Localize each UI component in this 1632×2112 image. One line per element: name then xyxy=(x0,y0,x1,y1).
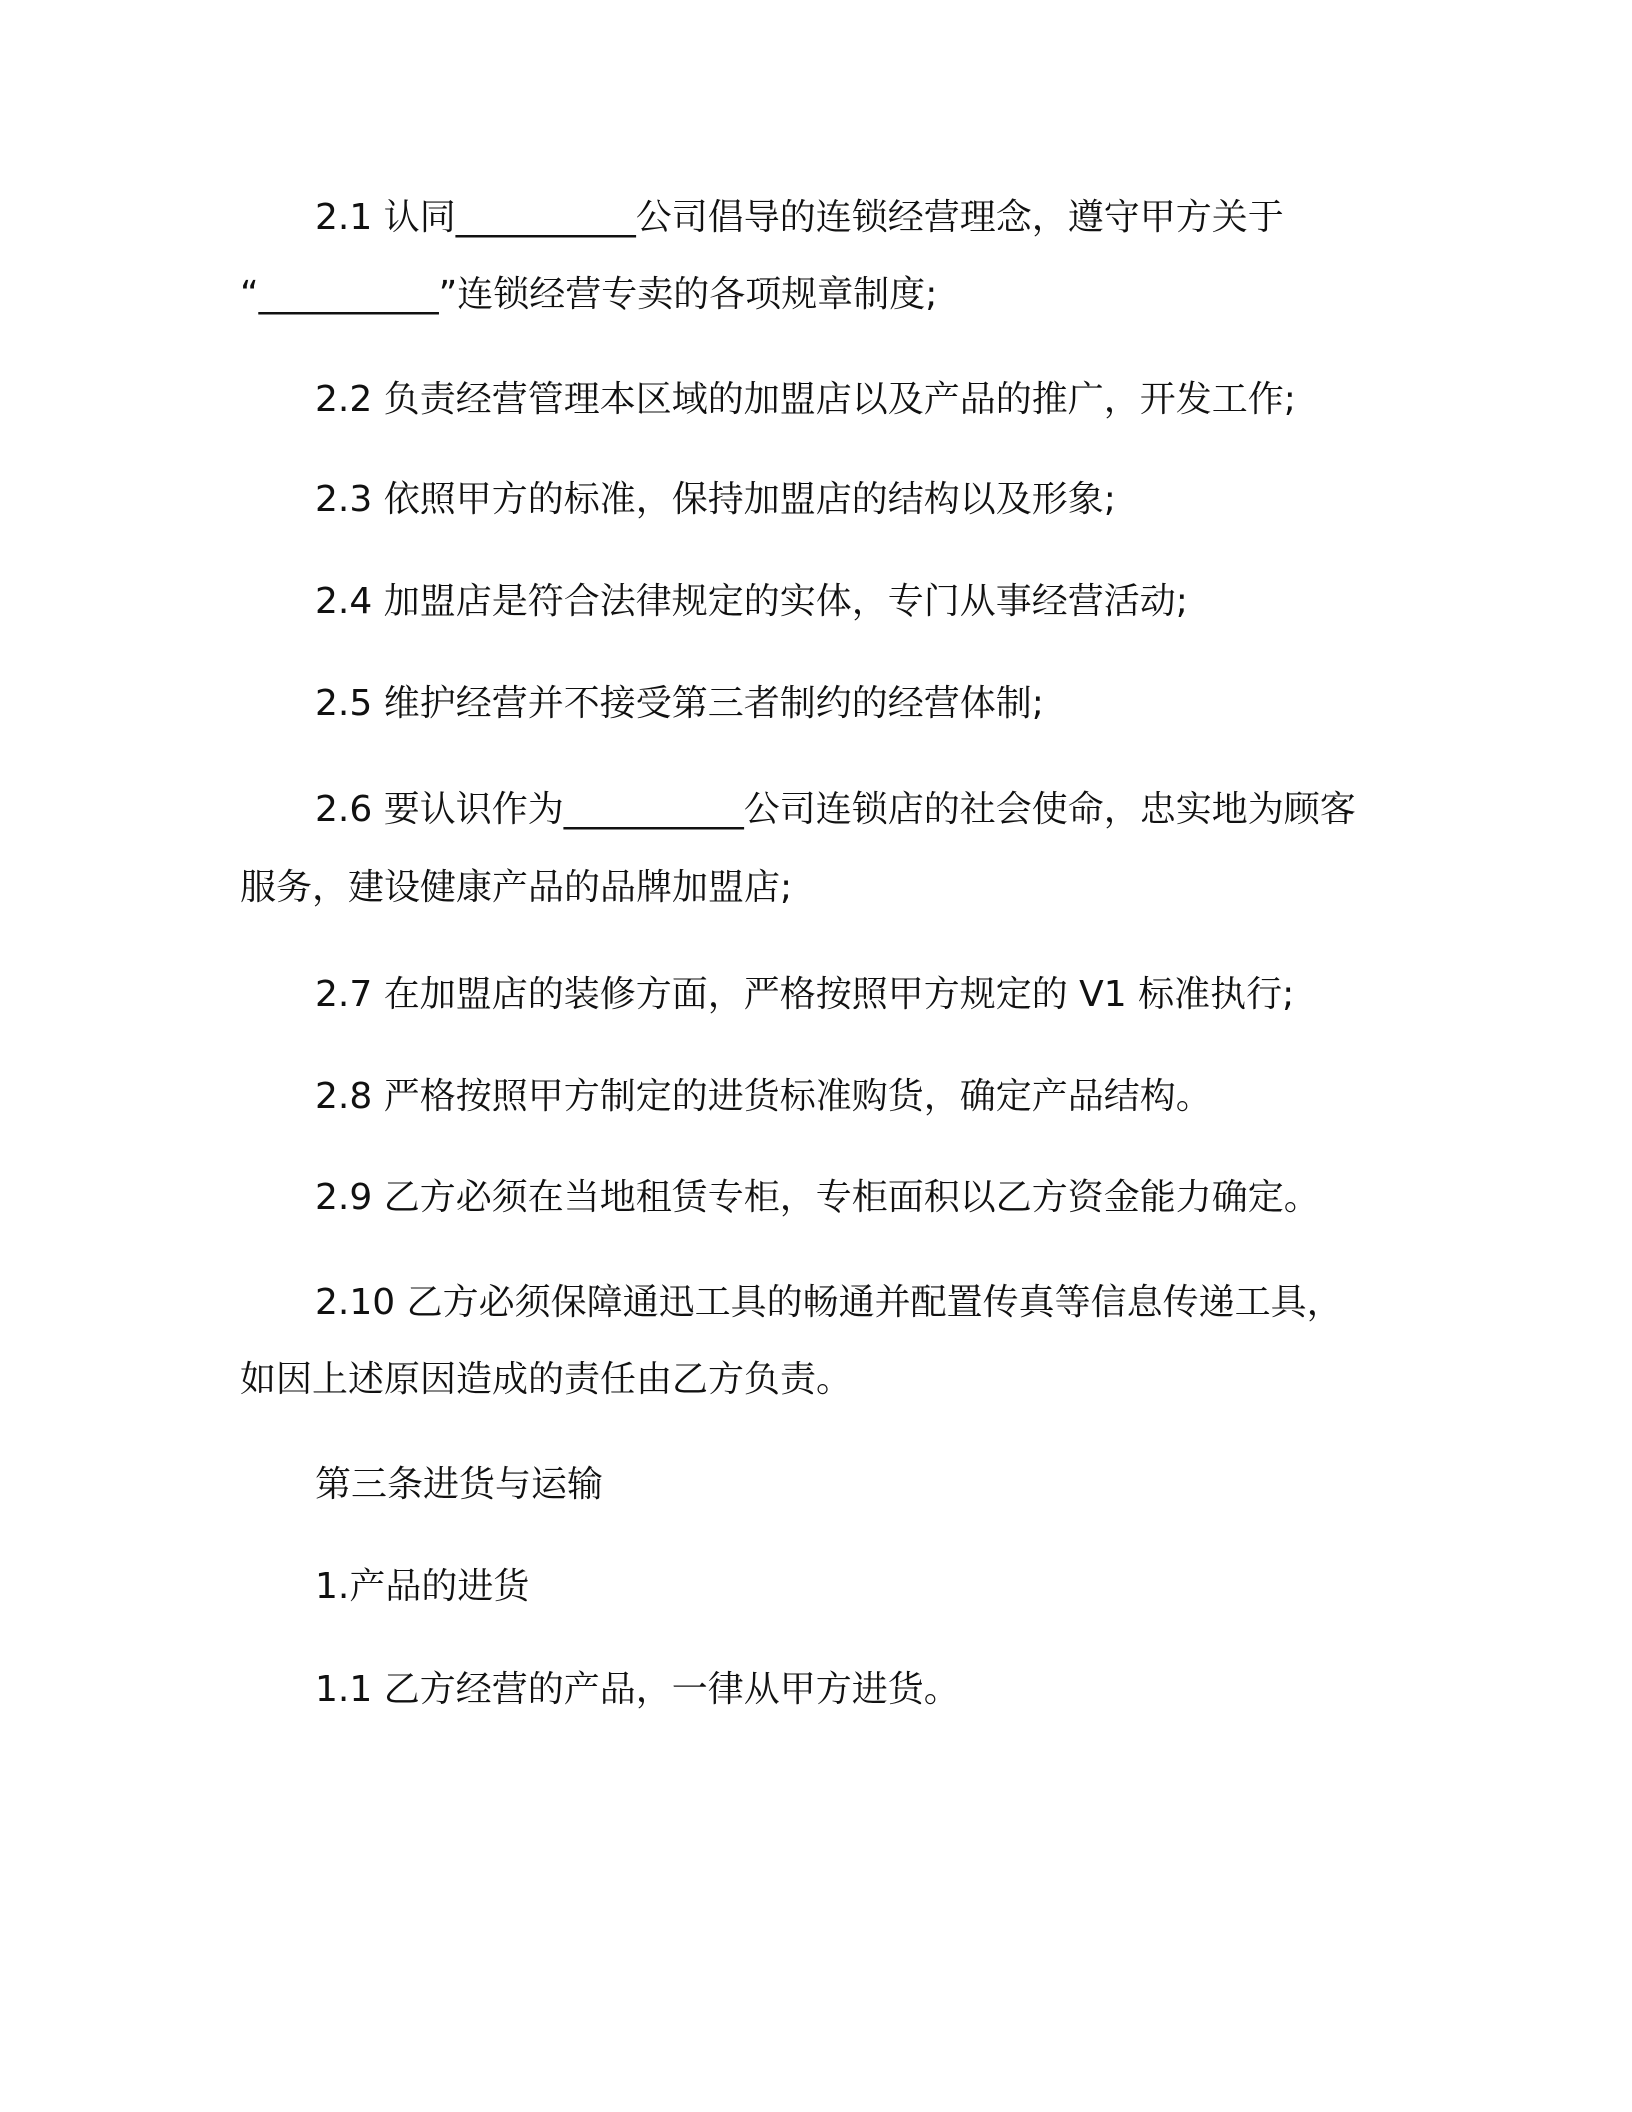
clause-2-7: 2.7 在加盟店的装修方面，严格按照甲方规定的 V1 标准执行; xyxy=(315,974,1295,1015)
clause-2-10-line-1: 2.10 乙方必须保障通迅工具的畅通并配置传真等信息传递工具， xyxy=(315,1282,1343,1323)
clause-2-5: 2.5 维护经营并不接受第三者制约的经营体制; xyxy=(315,683,1044,724)
clause-2-10-line-2: 如因上述原因造成的责任由乙方负责。 xyxy=(240,1359,853,1400)
clause-2-6-line-1: 2.6 要认识作为__________公司连锁店的社会使命，忠实地为顾客 xyxy=(315,789,1356,830)
clause-2-9: 2.9 乙方必须在当地租赁专柜，专柜面积以乙方资金能力确定。 xyxy=(315,1177,1320,1218)
clause-2-1-line-2: “__________”连锁经营专卖的各项规章制度; xyxy=(240,274,938,315)
clause-2-4: 2.4 加盟店是符合法律规定的实体，专门从事经营活动; xyxy=(315,581,1188,622)
clause-2-2: 2.2 负责经营管理本区域的加盟店以及产品的推广，开发工作; xyxy=(315,379,1296,420)
clause-2-6-line-2: 服务，建设健康产品的品牌加盟店; xyxy=(240,867,793,908)
clause-2-3: 2.3 依照甲方的标准，保持加盟店的结构以及形象; xyxy=(315,479,1116,520)
clause-1-1: 1.1 乙方经营的产品，一律从甲方进货。 xyxy=(315,1669,960,1710)
section-1-heading: 1.产品的进货 xyxy=(315,1566,530,1607)
clause-2-1-line-1: 2.1 认同__________公司倡导的连锁经营理念，遵守甲方关于 xyxy=(315,197,1284,238)
article-3-heading: 第三条进货与运输 xyxy=(315,1464,604,1505)
clause-2-8: 2.8 严格按照甲方制定的进货标准购货，确定产品结构。 xyxy=(315,1076,1212,1117)
